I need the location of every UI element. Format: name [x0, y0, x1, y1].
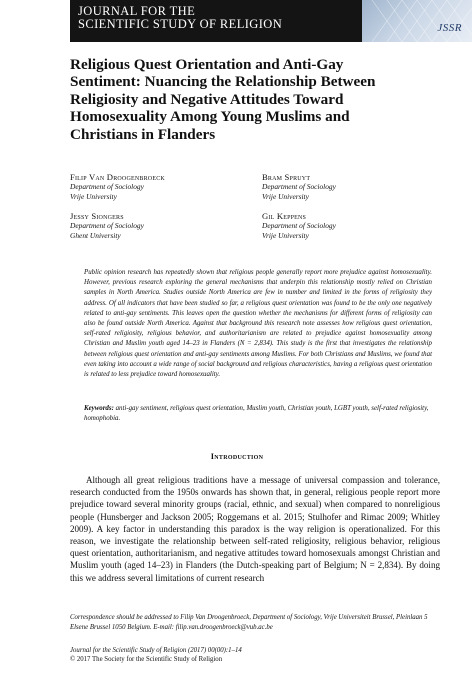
correspondence-note: Correspondence should be addressed to Filip Van Droogenbroeck, Department of Sociology, Vrije Universiteit Brussel, Pleinlaan 5 Elsene Brussel 1050 Belgium. E-mail: filip.van.droogenbroeck@vub.ac.be — [70, 614, 428, 631]
article-title: Religious Quest Orientation and Anti-Gay Sentiment: Nuancing the Relationship Between Religiosity and Negative Attitudes Toward Homosexuality Among Young Muslims and Christians in Flanders — [70, 56, 376, 143]
author-department: Department of Sociology — [70, 221, 144, 231]
author-block — [70, 212, 144, 240]
keywords — [84, 404, 432, 424]
body-paragraph: Although all great religious traditions have a message of universal compassion and tolerance, research conducted from the 1950s onwards has shown that, in general, religious people report more prejudice toward several minority groups (racial, ethnic, and sexual) when compared to nonreligious people (Hunsberger and Jackson 2005; Roggemans et al. 2015; Stulhofer and Rimac 2009; Whitley 2009). A key factor in understanding this paradox is the way religion is operationalized. For this reason, we investigate the relationship between self-rated religiosity, religious behavior, religious quest orientation, authoritarianism, and negative attitudes toward homosexuals amongst Christian and Muslim youth (aged 14–23) in Flanders (the Dutch-speaking part of Belgium; N = 2,834). By doing this we address several limitations of current research — [70, 475, 440, 583]
author-name: Gil Keppens — [262, 211, 307, 221]
footer-copyright: © 2017 The Society for the Scientific Study of Religion — [70, 656, 223, 664]
keywords-text: anti-gay sentiment, religious quest orientation, Muslim youth, Christian youth, LGBT youth, self-rated religiosity, homophobia. — [84, 405, 429, 423]
footer-journal-citation: Journal for the Scientific Study of Religion (2017) 00(00):1–14 — [70, 647, 242, 654]
section-heading: Introduction — [210, 452, 264, 461]
author-name: Bram Spruyt — [262, 172, 311, 182]
journal-name — [78, 5, 282, 31]
author-block — [70, 173, 165, 201]
author-department: Department of Sociology — [262, 182, 336, 192]
author-university: Vrije University — [262, 191, 309, 201]
journal-logo — [362, 0, 472, 42]
abstract: Public opinion research has repeatedly shown that religious people generally report more prejudice against homosexuality. However, previous research exploring the general mechanisms that underpin this relationship mostly relied on Christian samples in North America. Studies outside North America are few in number and limited in the forms of religiosity they address. Of all indicators that have been studied so far, a religious quest orientation was found to be the only one negatively related to anti-gay sentiments. This leaves open the question whether the mechanisms for different forms of religiosity can also be found outside North America. Against that background this research note assesses how religious quest orientation, self-rated religiosity, religious behavior, and authoritarianism are related to prejudice against homosexuality among Christian and Muslim youth aged 14–23 in Flanders (N = 2,834). This study is the first that investigates the relationship between religious quest orientation and anti-gay sentiments among Muslims. For both Christians and Muslims, we found that even taking into account a wide range of social background and religious characteristics, having a religious quest orientation is related to less prejudice toward homosexuality. — [84, 269, 432, 379]
journal-logo-text: JSSR — [437, 22, 462, 34]
logo-pattern-icon — [362, 0, 472, 42]
journal-name-line2: SCIENTIFIC STUDY OF RELIGION — [78, 17, 283, 31]
journal-name-line1: JOURNAL FOR THE — [78, 4, 196, 18]
author-block — [262, 212, 336, 240]
author-name: Filip Van Droogenbroeck — [70, 172, 165, 182]
author-university: Ghent University — [70, 230, 121, 240]
author-university: Vrije University — [70, 191, 117, 201]
author-department: Department of Sociology — [262, 221, 336, 231]
keywords-label: Keywords: — [84, 405, 114, 412]
author-university: Vrije University — [262, 230, 309, 240]
author-block — [262, 173, 336, 201]
page-footer — [70, 646, 440, 665]
journal-banner — [70, 0, 472, 42]
author-name: Jessy Siongers — [70, 211, 124, 221]
author-department: Department of Sociology — [70, 182, 144, 192]
